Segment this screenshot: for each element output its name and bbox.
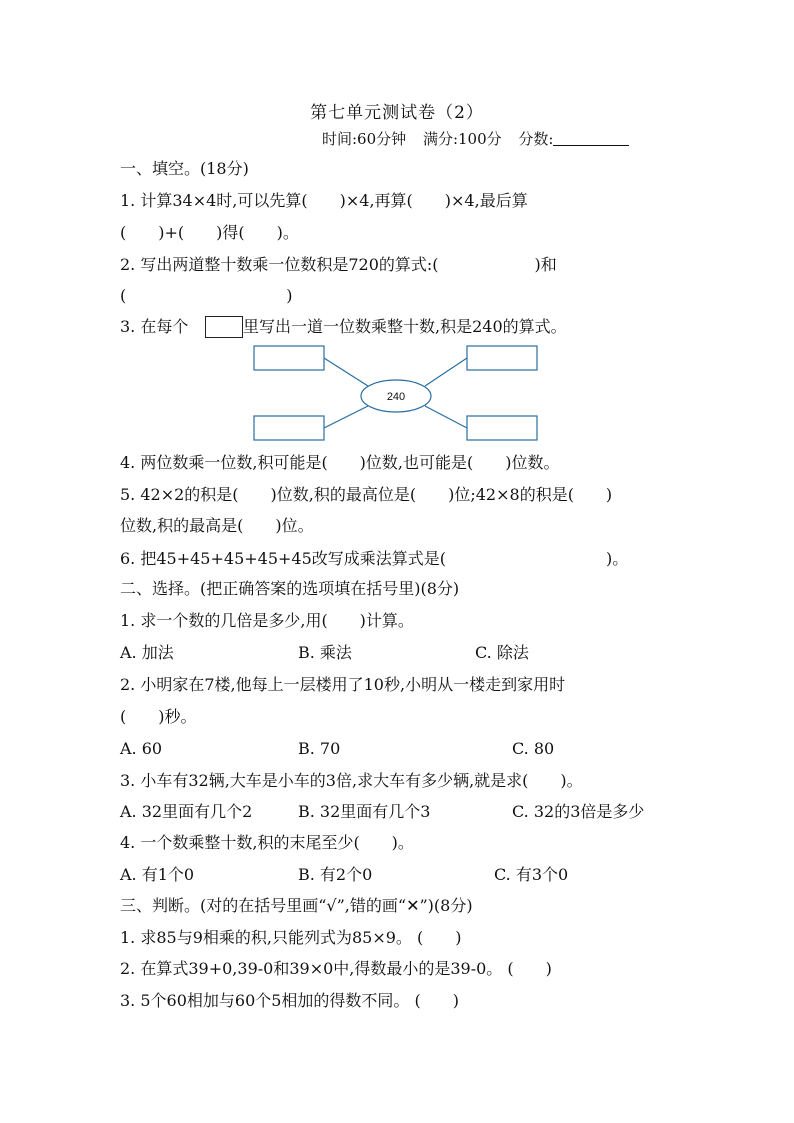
s1-q5-line1: 5. 42×2的积是( )位数,积的最高位是( )位;42×8的积是( ): [120, 485, 613, 504]
connector-top-right: [425, 358, 467, 386]
s2-q3-option-c: C. 32的3倍是多少: [512, 802, 645, 821]
connector-bottom-right: [425, 406, 467, 428]
score-label: 分数:: [518, 130, 554, 148]
s1-q2-line2: ( ): [120, 286, 293, 305]
s1-q2-line1: 2. 写出两道整十数乘一位数积是720的算式:( )和: [120, 255, 557, 274]
time-limit: 时间:60分钟: [322, 130, 407, 148]
full-score: 满分:100分: [422, 130, 502, 148]
s2-q4-option-b: B. 有2个0: [298, 865, 373, 884]
s2-q4: 4. 一个数乘整十数,积的末尾至少( )。: [120, 833, 414, 852]
center-value: 240: [386, 391, 406, 403]
s1-q5-line2: 位数,积的最高是( )位。: [120, 516, 314, 535]
box-top-left: [254, 346, 324, 370]
s2-q3-option-a: A. 32里面有几个2: [120, 802, 253, 821]
section1-heading: 一、填空。(18分): [120, 159, 249, 178]
section3-heading: 三、判断。(对的在括号里画“√”,错的画“✕”)(8分): [120, 896, 473, 915]
s1-q4: 4. 两位数乘一位数,积可能是( )位数,也可能是( )位数。: [120, 453, 560, 472]
s1-q6: 6. 把45+45+45+45+45改写成乘法算式是( )。: [120, 549, 629, 568]
s3-q2: 2. 在算式39+0,39-0和39×0中,得数最小的是39-0。 ( ): [120, 959, 552, 978]
s1-q1-line1: 1. 计算34×4时,可以先算( )×4,再算( )×4,最后算: [120, 191, 528, 210]
exam-meta: [322, 128, 641, 149]
s2-q2-option-c: C. 80: [512, 739, 555, 758]
box-top-right: [467, 346, 537, 370]
s2-q1: 1. 求一个数的几倍是多少,用( )计算。: [120, 611, 414, 630]
box-bottom-left: [254, 416, 324, 440]
s3-q1: 1. 求85与9相乘的积,只能列式为85×9。 ( ): [120, 928, 462, 947]
s2-q4-option-c: C. 有3个0: [494, 865, 569, 884]
s1-q1-line2: ( )+( )得( )。: [120, 223, 299, 242]
s2-q1-option-b: B. 乘法: [298, 643, 352, 662]
s2-q3: 3. 小车有32辆,大车是小车的3倍,求大车有多少辆,就是求( )。: [120, 771, 583, 790]
s2-q2-option-a: A. 60: [120, 739, 163, 758]
s2-q2-option-b: B. 70: [298, 739, 341, 758]
s2-q2-line1: 2. 小明家在7楼,他每上一层楼用了10秒,小明从一楼走到家用时: [120, 675, 566, 694]
answer-square: [205, 316, 243, 338]
s3-q3: 3. 5个60相加与60个5相加的得数不同。 ( ): [120, 991, 460, 1010]
equation-diagram: [250, 340, 550, 450]
section2-heading: 二、选择。(把正确答案的选项填在括号里)(8分): [120, 579, 460, 598]
s2-q4-option-a: A. 有1个0: [120, 865, 195, 884]
page-title: 第七单元测试卷（2）: [310, 103, 484, 123]
s2-q3-option-b: B. 32里面有几个3: [298, 802, 431, 821]
s2-q1-option-c: C. 除法: [475, 643, 529, 662]
s1-q3-prefix: 3. 在每个: [120, 317, 189, 336]
score-blank: [553, 131, 629, 146]
s2-q1-option-a: A. 加法: [120, 643, 174, 662]
box-bottom-right: [467, 416, 537, 440]
connector-top-left: [324, 358, 368, 386]
connector-bottom-left: [324, 406, 368, 428]
s2-q2-line2: ( )秒。: [120, 707, 197, 726]
s1-q3-suffix: 里写出一道一位数乘整十数,积是240的算式。: [243, 317, 567, 336]
